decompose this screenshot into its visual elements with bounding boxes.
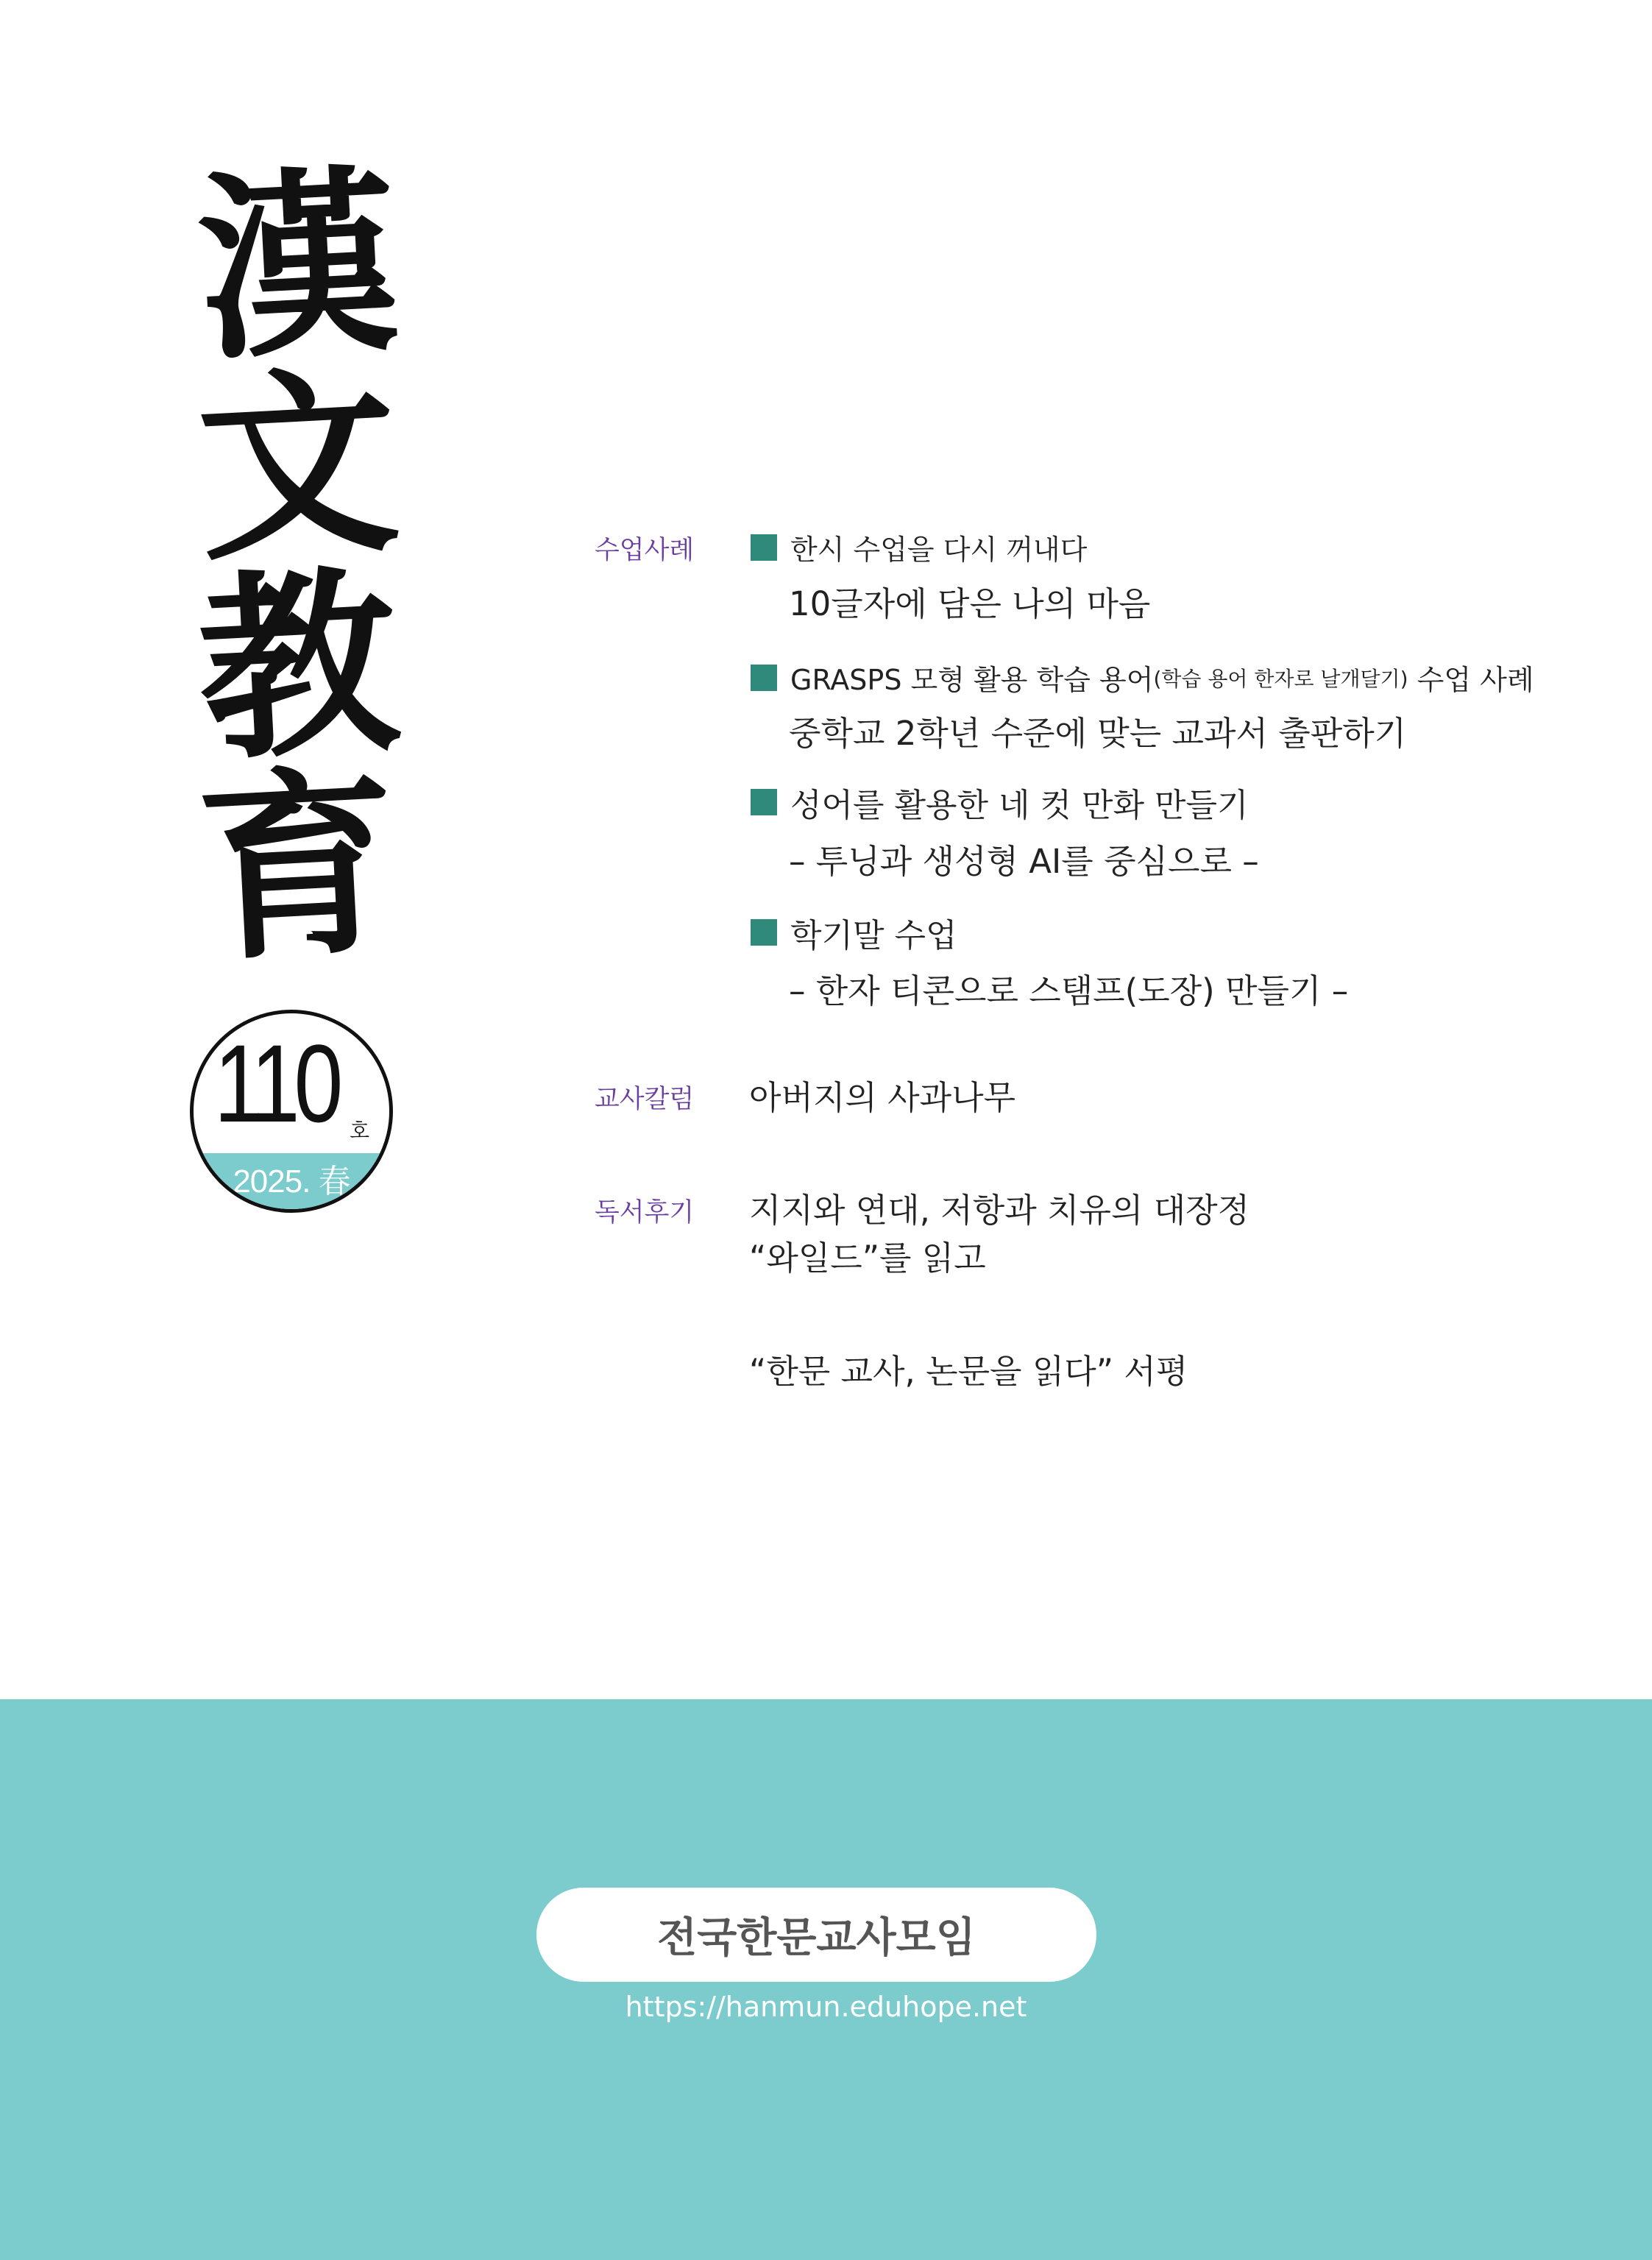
title-char-3: 教 <box>192 544 404 788</box>
lesson-item-3-title: 성어를 활용한 네 컷 만화 만들기 <box>790 787 1249 824</box>
title-char-4: 育 <box>192 744 404 988</box>
issue-date: 2025. 春 <box>233 1163 350 1200</box>
issue-badge <box>190 1010 393 1213</box>
issue-number: 110 <box>214 1021 338 1145</box>
lesson-item-4-head <box>751 909 957 956</box>
category-book-review: 독서후기 <box>595 1198 695 1228</box>
lesson-item-2-title-paren: (학습 용어 한자로 날개달기) <box>1153 666 1408 691</box>
publisher-url[interactable]: https://hanmun.eduhope.net <box>625 1991 1027 2023</box>
lesson-item-2-sub: 중학교 2학년 수준에 맞는 교과서 출판하기 <box>789 714 1407 753</box>
title-char-1: 漢 <box>192 144 404 388</box>
lesson-item-2-title-b: 수업 사례 <box>1408 664 1534 696</box>
lesson-item-1-title: 한시 수업을 다시 꺼내다 <box>790 534 1088 566</box>
issue-suffix: 호 <box>350 1119 370 1143</box>
publisher-name: 전국한문교사모임 <box>536 1888 1096 1982</box>
bullet-square-icon <box>751 789 777 815</box>
lesson-item-1-sub: 10글자에 담은 나의 마음 <box>789 584 1151 623</box>
lesson-item-4-sub: – 한자 티콘으로 스탬프(도장) 만들기 – <box>789 971 1349 1010</box>
lesson-item-2-title-a: GRASPS 모형 활용 학습 용어 <box>790 664 1154 696</box>
bullet-square-icon <box>751 665 777 691</box>
title-char-2: 文 <box>192 344 404 588</box>
review-1-line1: 지지와 연대, 저항과 치유의 대장정 <box>749 1191 1250 1230</box>
bullet-square-icon <box>751 534 777 561</box>
lesson-item-2-head <box>751 657 1534 698</box>
magazine-title <box>188 144 408 988</box>
category-lesson-cases: 수업사례 <box>595 536 695 565</box>
lesson-item-4-title: 학기말 수업 <box>790 917 957 954</box>
lesson-item-3-head <box>751 779 1248 826</box>
lesson-item-3-sub: – 투닝과 생성형 AI를 중심으로 – <box>789 842 1259 881</box>
column-title: 아버지의 사과나무 <box>749 1078 1016 1117</box>
lesson-item-1-head <box>751 527 1087 567</box>
review-1-line2: “와일드”를 읽고 <box>749 1239 986 1278</box>
bullet-square-icon <box>751 919 777 946</box>
category-teacher-column: 교사칼럼 <box>595 1085 695 1114</box>
review-2-title: “한문 교사, 논문을 읽다” 서평 <box>749 1352 1188 1391</box>
